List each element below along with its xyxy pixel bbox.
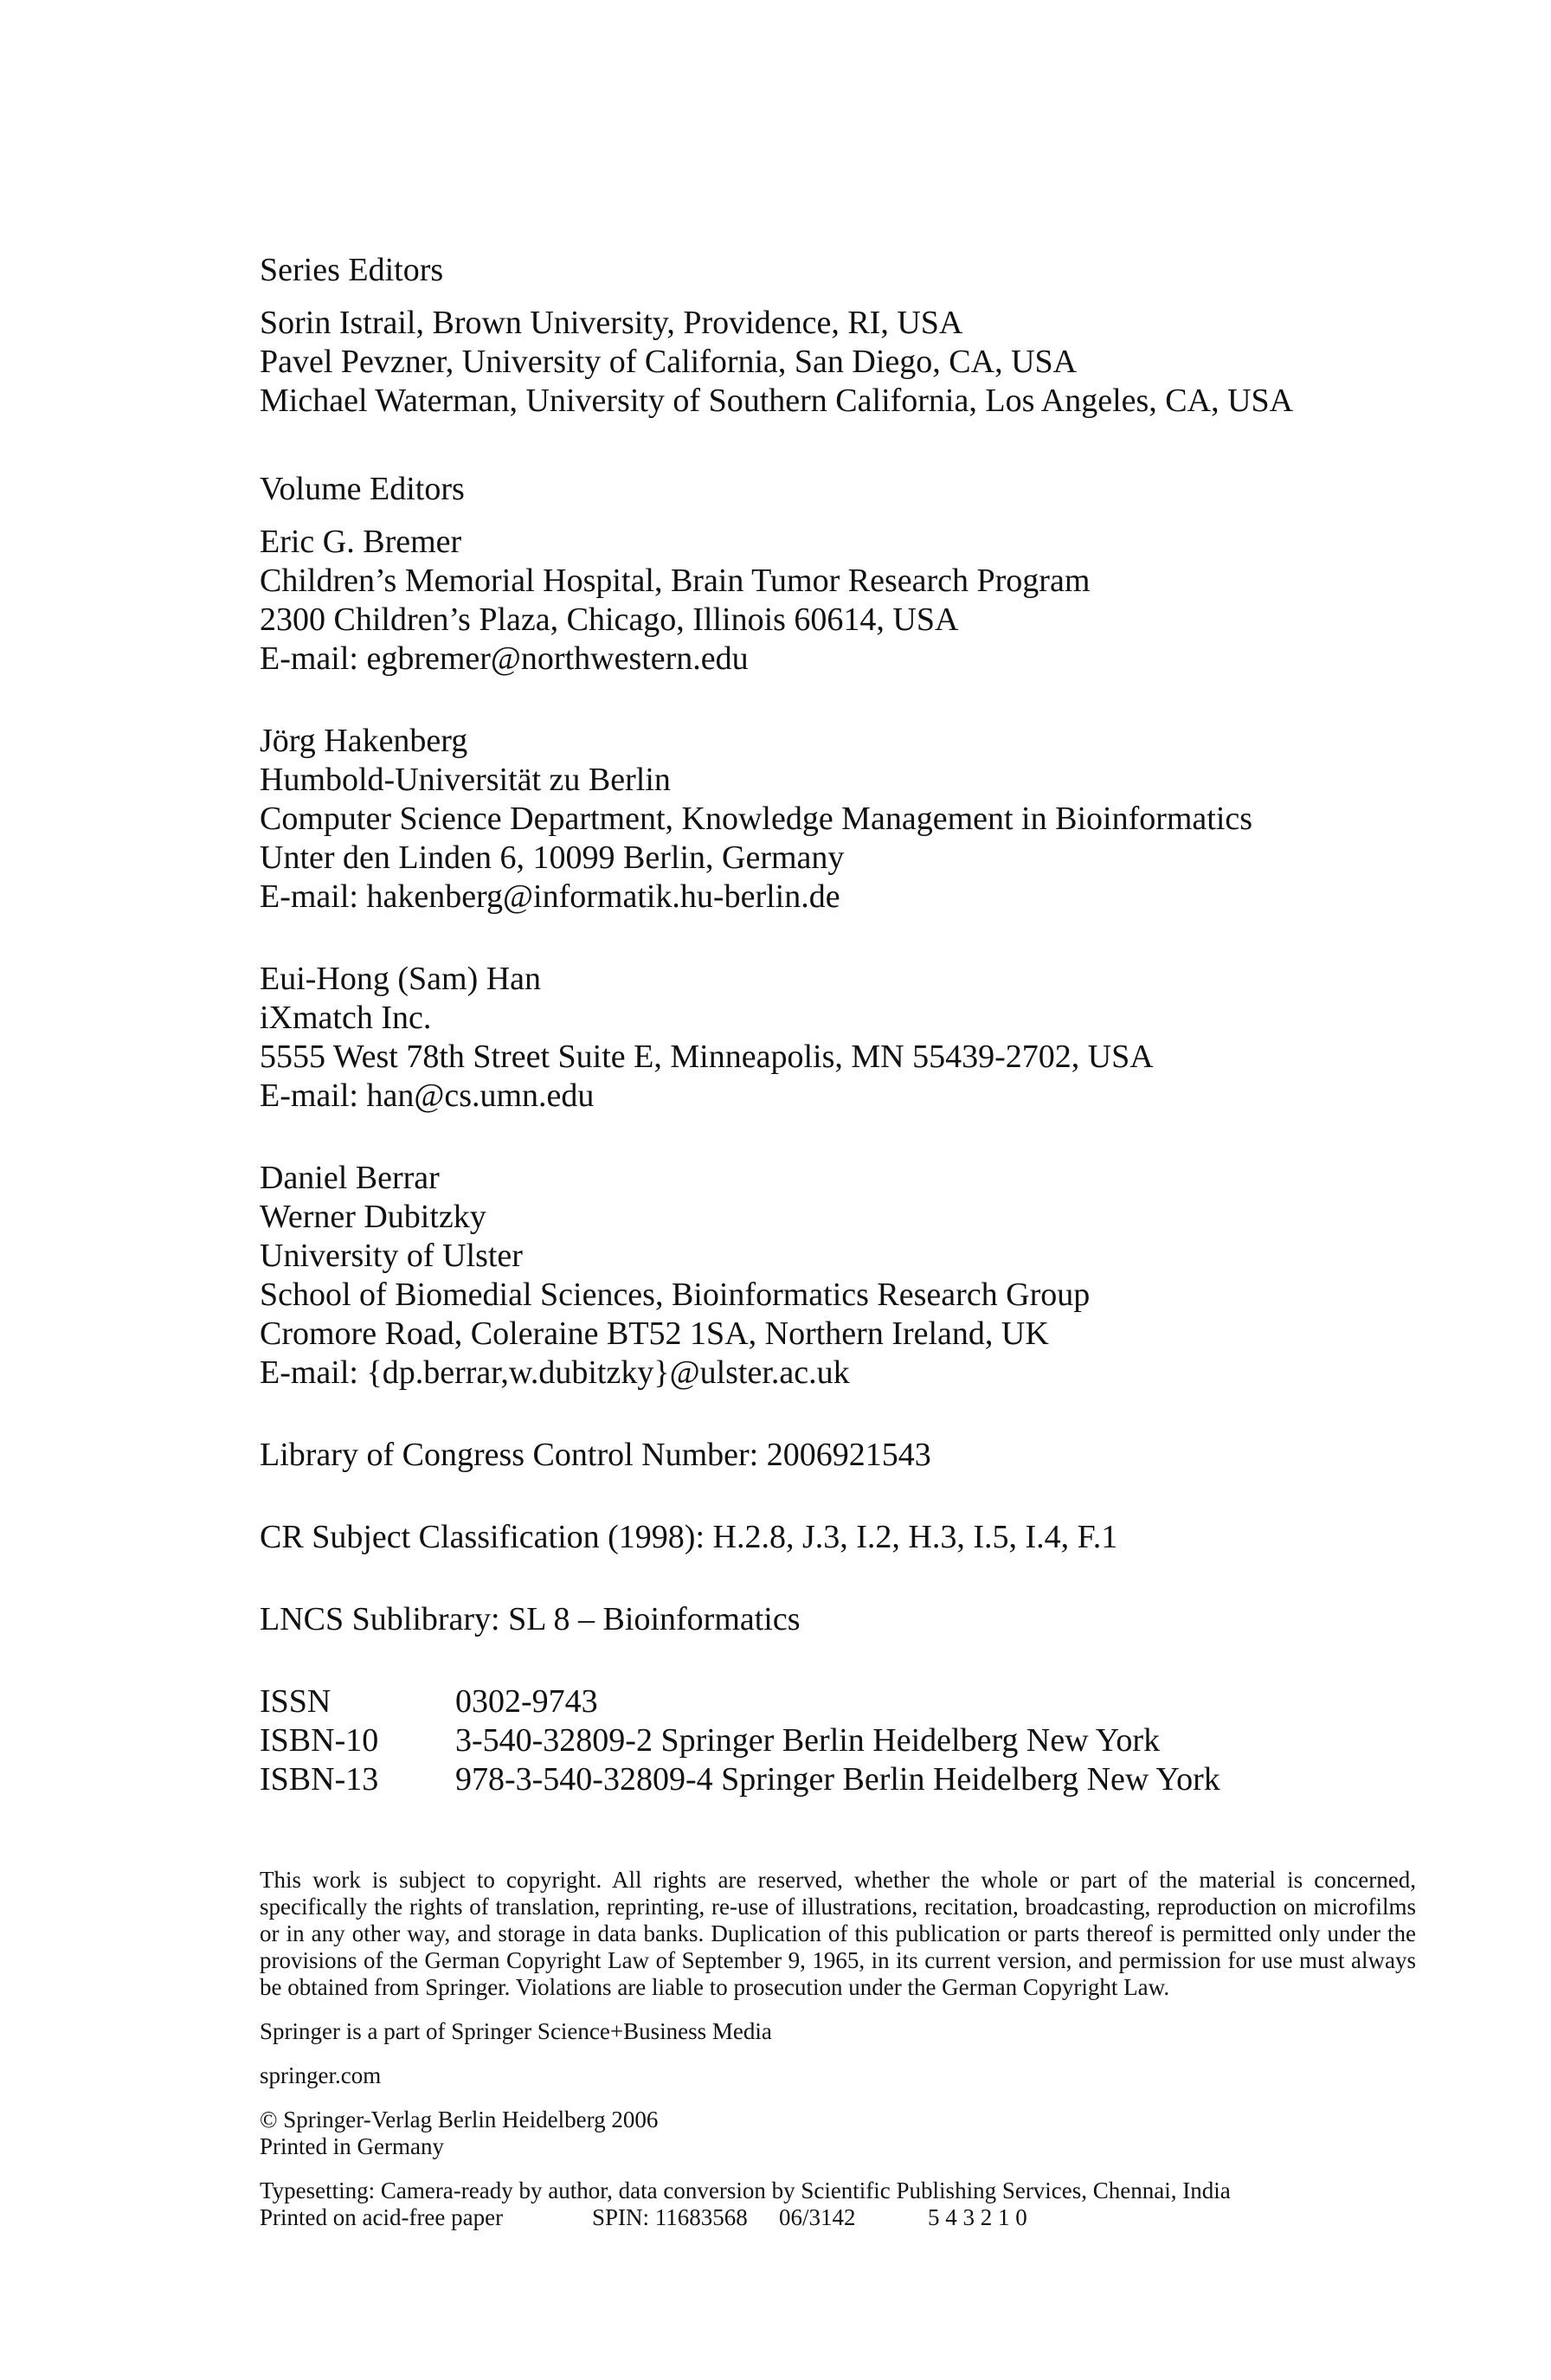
editor-name: Daniel Berrar — [260, 1160, 440, 1196]
springer-website: springer.com — [260, 2062, 382, 2088]
identifier-row — [260, 1682, 1419, 1721]
identifier-label: ISSN — [260, 1683, 331, 1720]
printed-in: Printed in Germany — [260, 2133, 444, 2159]
editor-address: 5555 West 78th Street Suite E, Minneapolis, MN 55439-2702, USA — [260, 1039, 1154, 1075]
editor-department: School of Biomedial Sciences, Bioinformatics Research Group — [260, 1277, 1091, 1313]
editor-name: Jörg Hakenberg — [260, 723, 468, 759]
identifier-value: 0302-9743 — [455, 1683, 598, 1720]
editor-email: E-mail: egbremer@northwestern.edu — [260, 640, 749, 677]
copyright-holder — [260, 2107, 1419, 2160]
editor-affiliation: University of Ulster — [260, 1238, 523, 1274]
print-details-row — [260, 2204, 1419, 2231]
series-editor: Michael Waterman, University of Southern California, Los Angeles, CA, USA — [260, 383, 1294, 419]
identifier-label: ISBN-10 — [260, 1722, 379, 1759]
volume-editor-bremer — [260, 523, 1419, 679]
lccn: Library of Congress Control Number: 2006921543 — [260, 1437, 931, 1473]
volume-editors-heading: Volume Editors — [260, 471, 465, 507]
paper-note: Printed on acid-free paper — [260, 2204, 504, 2230]
series-editor: Sorin Istrail, Brown University, Providence, RI, USA — [260, 305, 963, 341]
cr-subject-classification: CR Subject Classification (1998): H.2.8, J.3, I.2, H.3, I.5, I.4, F.1 — [260, 1519, 1118, 1555]
copyright-notice: This work is subject to copyright. All rights are reserved, whether the whole or part of the material is concerned, specifically the rights of translation, reprinting, re-use of illustrations, recitation, broadcasting, reproduction on microfilms or in any other way, and storage in data banks. Duplication of this publication or parts thereof is permitted only under the provisions of the German Copyright Law of September 9, 1965, in its current version, and permission for use must always be obtained from Springer. Violations are liable to prosecution under the German Copyright Law. — [260, 1867, 1416, 2000]
volume-editor-han — [260, 960, 1419, 1116]
editor-affiliation: Children’s Memorial Hospital, Brain Tumor Research Program — [260, 563, 1091, 599]
editor-affiliation: iXmatch Inc. — [260, 1000, 432, 1036]
series-editors-heading: Series Editors — [260, 252, 444, 288]
identifier-label: ISBN-13 — [260, 1761, 379, 1798]
editor-address: Unter den Linden 6, 10099 Berlin, Germany — [260, 839, 845, 876]
editor-name: Werner Dubitzky — [260, 1199, 486, 1235]
identifier-row — [260, 1721, 1419, 1760]
volume-editor-berrar-dubitzky — [260, 1159, 1419, 1393]
editor-email: E-mail: {dp.berrar,w.dubitzky}@ulster.ac.uk — [260, 1354, 850, 1391]
identifiers-table — [260, 1682, 1419, 1799]
series-editors-list — [260, 304, 1419, 421]
copyright-line: © Springer-Verlag Berlin Heidelberg 2006 — [260, 2107, 659, 2132]
copyright-page — [260, 251, 1419, 2231]
print-run: 5 4 3 2 1 0 — [928, 2204, 1027, 2230]
identifier-row — [260, 1760, 1419, 1799]
editor-affiliation: Humbold-Universität zu Berlin — [260, 762, 671, 798]
lncs-sublibrary: LNCS Sublibrary: SL 8 – Bioinformatics — [260, 1601, 801, 1637]
editor-address: 2300 Children’s Plaza, Chicago, Illinois 60614, USA — [260, 601, 959, 638]
volume-editor-hakenberg — [260, 722, 1419, 917]
print-code: 06/3142 — [779, 2204, 856, 2230]
spin-number: SPIN: 11683568 — [592, 2204, 748, 2230]
editor-name: Eric G. Bremer — [260, 524, 462, 560]
identifier-value: 3-540-32809-2 Springer Berlin Heidelberg New York — [455, 1722, 1161, 1759]
springer-part-line: Springer is a part of Springer Science+Business Media — [260, 2018, 772, 2044]
editor-department: Computer Science Department, Knowledge Management in Bioinformatics — [260, 801, 1253, 837]
editor-address: Cromore Road, Coleraine BT52 1SA, Northern Ireland, UK — [260, 1315, 1049, 1352]
editor-email: E-mail: han@cs.umn.edu — [260, 1077, 595, 1114]
editor-email: E-mail: hakenberg@informatik.hu-berlin.de — [260, 878, 840, 915]
editor-name: Eui-Hong (Sam) Han — [260, 961, 542, 997]
series-editor: Pavel Pevzner, University of California, San Diego, CA, USA — [260, 344, 1078, 380]
production-info — [260, 2177, 1419, 2231]
identifier-value: 978-3-540-32809-4 Springer Berlin Heidelberg New York — [455, 1761, 1220, 1798]
typesetting-line: Typesetting: Camera-ready by author, data conversion by Scientific Publishing Services, Chennai, India — [260, 2177, 1231, 2203]
